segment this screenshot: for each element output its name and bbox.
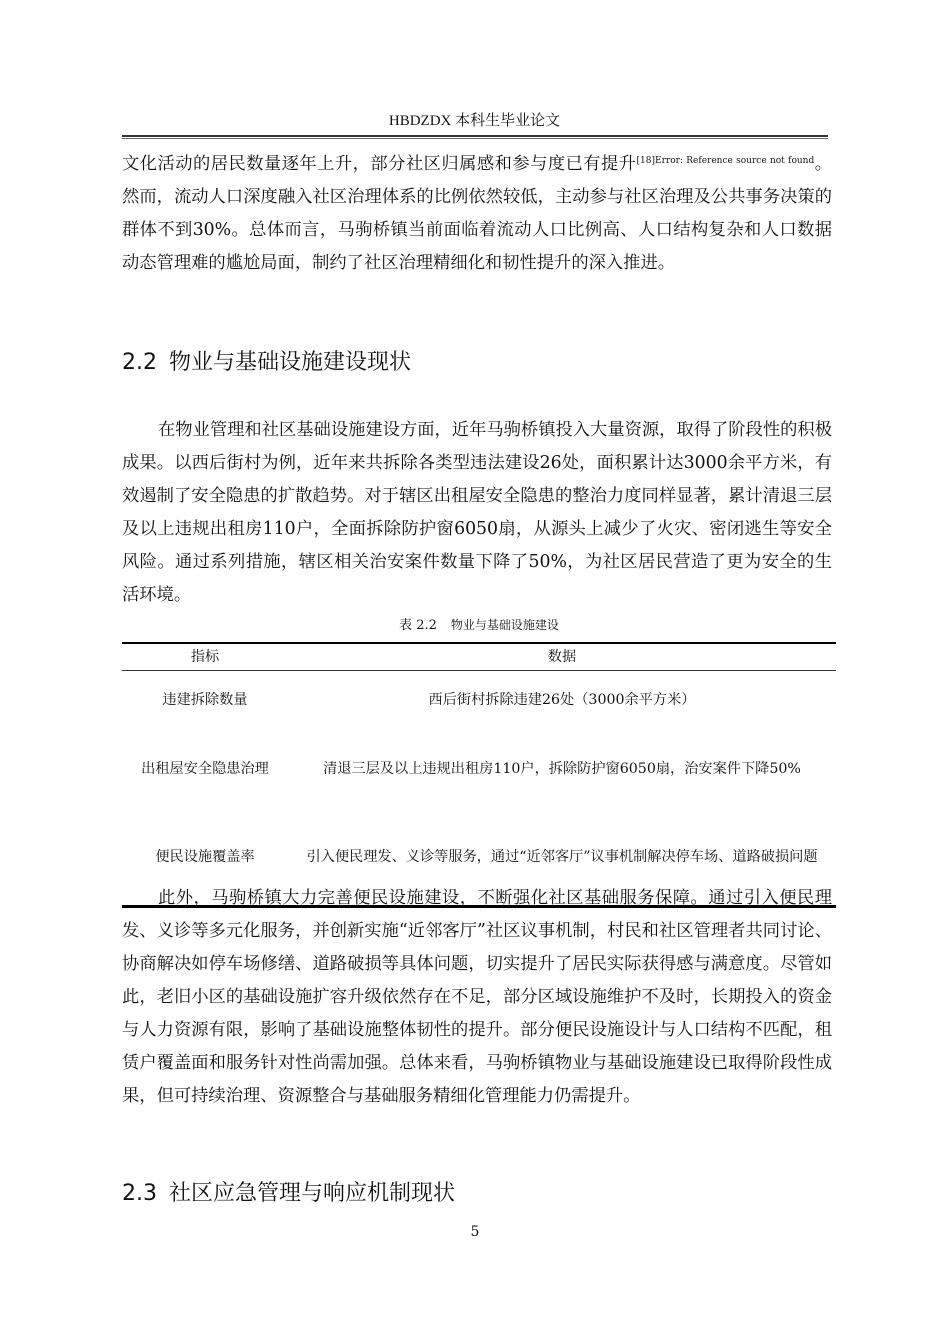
row-data: 清退三层及以上违规出租房110户，拆除防护窗6050扇，治安案件下降50% <box>323 760 801 777</box>
intro-text-cont: 。然而，流动人口深度融入社区治理体系的比例依然较低，主动参与社区治理及公共事务决策的群体不到30%。总体而言，马驹桥镇当前面临着流动人口比例高、人口结构复杂和人口数据动态管理难的尴尬局面，制约了社区治理精细化和韧性提升的深入推进。 <box>122 154 832 273</box>
row-indicator: 便民设施覆盖率 <box>155 848 255 865</box>
section-title: 社区应急管理与响应机制现状 <box>169 1181 456 1206</box>
header-rule-thin <box>122 138 828 139</box>
paragraph-facilities: 此外，马驹桥镇大力完善便民设施建设，不断强化社区基础服务保障。通过引入便民理发、义诊等多元化服务，并创新实施“近邻客厅”社区议事机制，村民和社区管理者共同讨论、协商解决如停车场修缮、道路破损等具体问题，切实提升了居民实际获得感与满意度。尽管如此，老旧小区的基础设施扩容升级依然存在不足，部分区域设施维护不及时，长期投入的资金与人力资源有限，影响了基础设施整体韧性的提升。部分便民设施设计与人口结构不匹配，租赁户覆盖面和服务针对性尚需加强。总体来看，马驹桥镇物业与基础设施建设已取得阶段性成果，但可持续治理、资源整合与基础服务精细化管理能力仍需提升。 <box>122 888 832 1106</box>
section-number: 2.3 <box>122 1181 157 1206</box>
running-header: HBDZDX 本科生毕业论文 <box>388 113 561 129</box>
row-data: 引入便民理发、义诊等服务，通过“近邻客厅”议事机制解决停车场、道路破损问题 <box>306 848 818 865</box>
header-rule <box>122 135 828 137</box>
section-number: 2.2 <box>122 350 157 375</box>
citation-error[interactable]: [18]Error: Reference source not found <box>636 156 815 166</box>
intro-text: 文化活动的居民数量逐年上升，部分社区归属感和参与度已有提升 <box>122 154 637 174</box>
table-caption <box>122 616 836 635</box>
column-header-data: 数据 <box>547 649 577 665</box>
section-title: 物业与基础设施建设现状 <box>169 350 412 375</box>
page-number: 5 <box>470 1224 480 1240</box>
caption-number: 表 2.2 <box>399 618 437 633</box>
row-indicator: 出租屋安全隐患治理 <box>141 760 269 777</box>
section-heading-2-2 <box>122 349 411 377</box>
table-row <box>122 671 836 729</box>
row-data: 西后街村拆除违建26处（3000余平方米） <box>428 691 696 708</box>
intro-paragraph <box>122 148 832 280</box>
column-header-indicator: 指标 <box>190 649 220 665</box>
table-header-row <box>122 643 836 671</box>
caption-title: 物业与基础设施建设 <box>450 618 559 632</box>
property-infrastructure-table <box>122 642 836 908</box>
paragraph-property-intro: 在物业管理和社区基础设施建设方面，近年马驹桥镇投入大量资源，取得了阶段性的积极成果。以西后街村为例，近年来共拆除各类型违法建设26处，面积累计达3000余平方米，有效遏制了安全隐患的扩散趋势。对于辖区出租屋安全隐患的整治力度同样显著，累计清退三层及以上违规出租房110户，全面拆除防护窗6050扇，从源头上减少了火灾、密闭逃生等安全风险。通过系列措施，辖区相关治安案件数量下降了50%，为社区居民营造了更为安全的生活环境。 <box>122 420 832 605</box>
row-indicator: 违建拆除数量 <box>162 691 248 708</box>
table-row <box>122 729 836 809</box>
section-heading-2-3 <box>122 1180 455 1208</box>
